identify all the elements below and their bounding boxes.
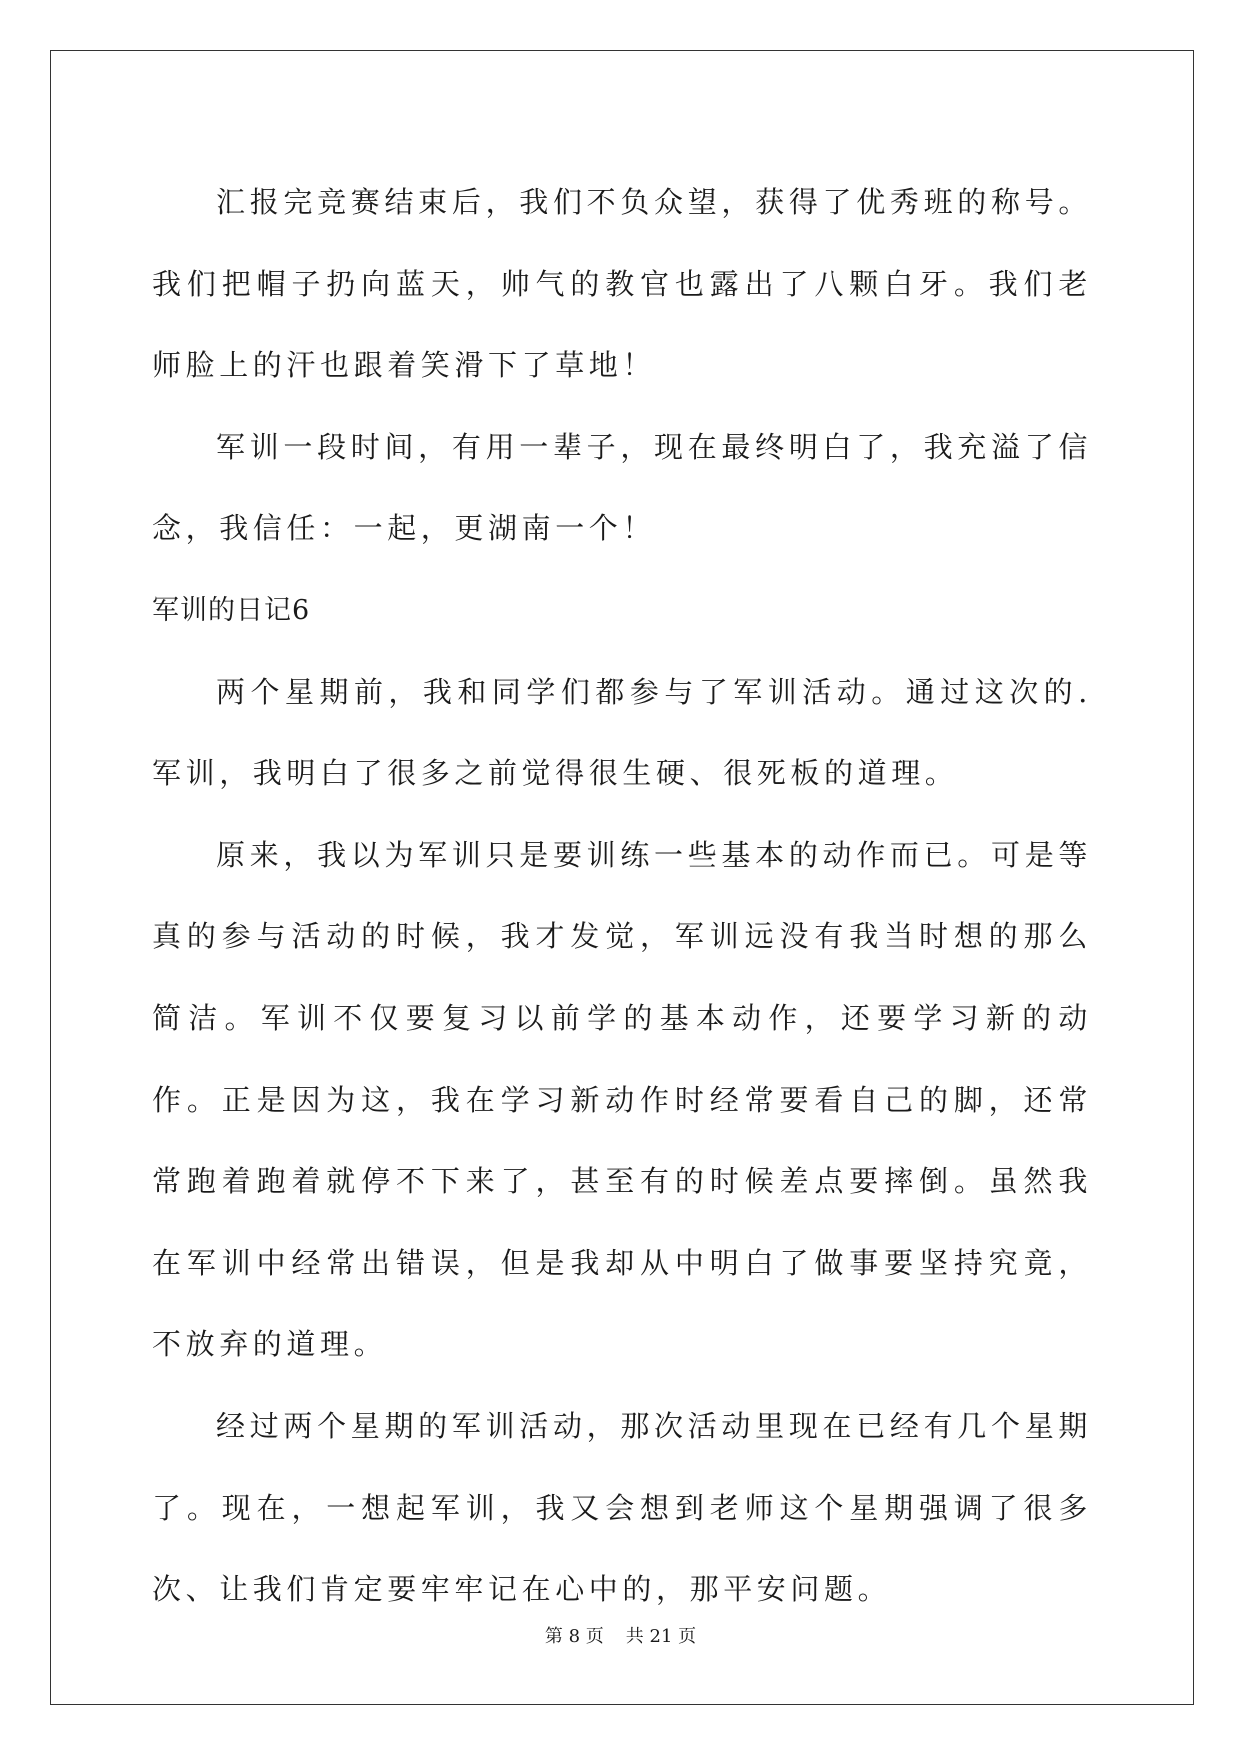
paragraph: 军训一段时间，有用一辈子，现在最终明白了，我充溢了信念，我信任：一起，更湖南一个！ xyxy=(152,429,1092,546)
page-total: 共 21 页 xyxy=(625,1626,697,1647)
paragraph: 汇报完竞赛结束后，我们不负众望，获得了优秀班的称号。我们把帽子扔向蓝天，帅气的教官也露出了八颗白牙。我们老师脸上的汗也跟着笑滑下了草地！ xyxy=(152,185,1092,383)
section-heading: 军训的日记6 xyxy=(152,594,311,626)
paragraph: 两个星期前，我和同学们都参与了军训活动。通过这次的.军训，我明白了很多之前觉得很生硬、很死板的道理。 xyxy=(152,674,1092,791)
paragraph: 经过两个星期的军训活动，那次活动里现在已经有几个星期了。现在，一想起军训，我又会想到老师这个星期强调了很多次、让我们肯定要牢牢记在心中的，那平安问题。 xyxy=(152,1408,1092,1607)
page-footer xyxy=(0,1622,1241,1648)
paragraph: 原来，我以为军训只是要训练一些基本的动作而已。可是等真的参与活动的时候，我才发觉，军训远没有我当时想的那么简洁。军训不仅要复习以前学的基本动作，还要学习新的动作。正是因为这，我在学习新动作时经常要看自己的脚，还常常跑着跑着就停不下来了，甚至有的时候差点要摔倒。虽然我在军训中经常出错误，但是我却从中明白了做事要坚持究竟，不放弃的道理。 xyxy=(152,837,1092,1362)
document-body xyxy=(152,162,1092,1631)
page-number: 第 8 页 xyxy=(544,1626,604,1647)
